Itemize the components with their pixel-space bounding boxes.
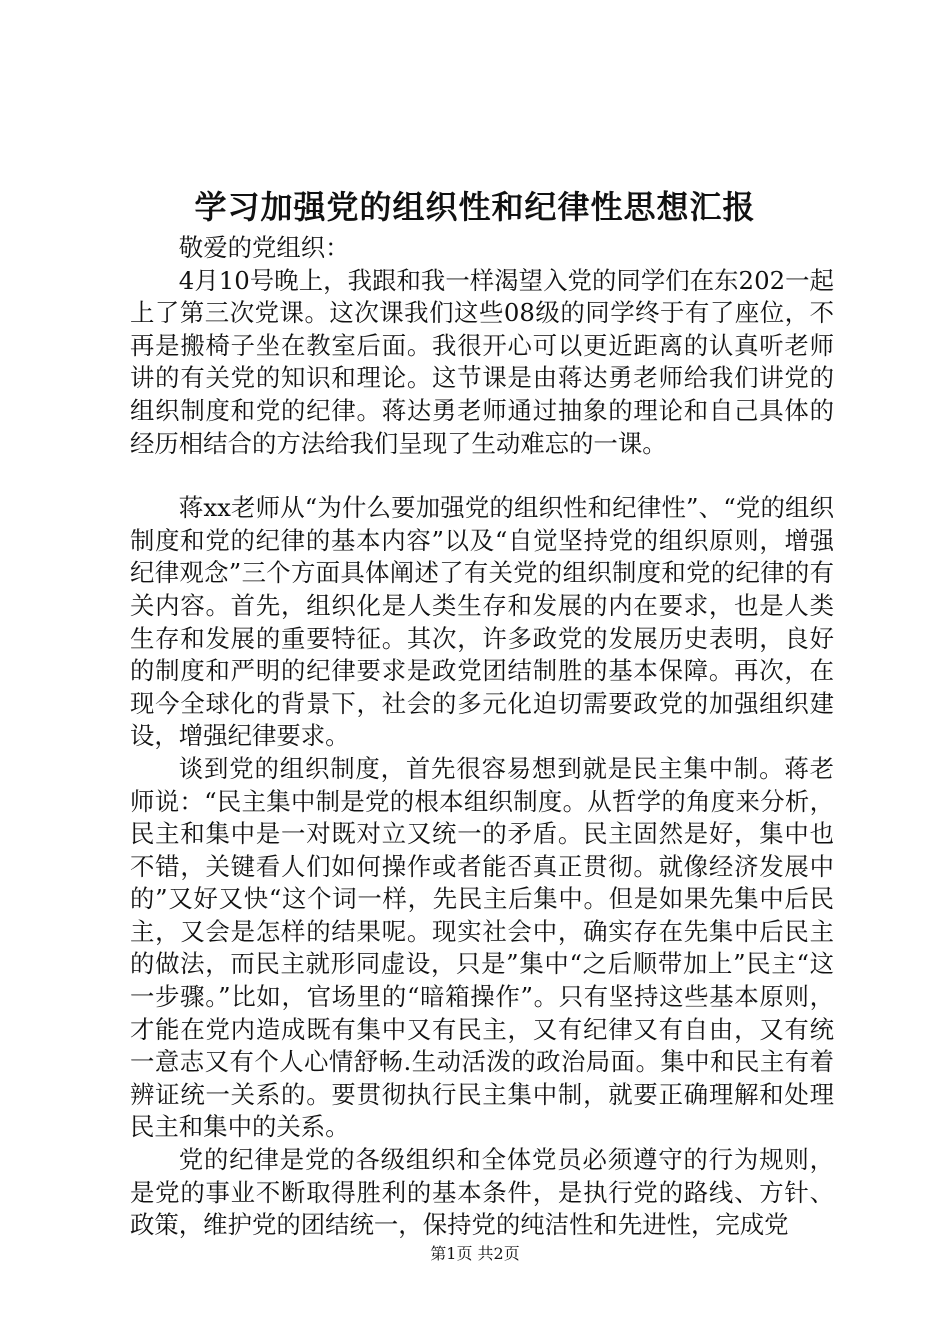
document-title: 学习加强党的组织性和纪律性思想汇报 — [194, 188, 756, 226]
paragraph-3: 谈到党的组织制度，首先很容易想到就是民主集中制。蒋老师说：“民主集中制是党的根本组织制度。从哲学的角度来分析，民主和集中是一对既对立又统一的矛盾。民主固然是好，集中也不错，关键看人们如何操作或者能否真正贯彻。就像经济发展中的”又好又快“这个词一样，先民主后集中。但是如果先集中后民主，又会是怎样的结果呢。现实社会中，确实存在先集中后民主的做法，而民主就形同虚设，只是”集中“之后顺带加上”民主“这一步骤。”比如，官场里的“暗箱操作”。只有坚持这些基本原则，才能在党内造成既有集中又有民主，又有纪律又有自由，又有统一意志又有个人心情舒畅.生动活泼的政治局面。集中和民主有着辨证统一关系的。要贯彻执行民主集中制，就要正确理解和处理民主和集中的关系。 — [130, 753, 834, 1142]
paragraph-2: 蒋xx老师从“为什么要加强党的组织性和纪律性”、“党的组织制度和党的纪律的基本内容”以及“自觉坚持党的组织原则，增强纪律观念”三个方面具体阐述了有关党的组织制度和党的纪律的有关内容。首先，组织化是人类生存和发展的内在要求，也是人类生存和发展的重要特征。其次，许多政党的发展历史表明，良好的制度和严明的纪律要求是政党团结制胜的基本保障。再次，在现今全球化的背景下，社会的多元化迫切需要政党的加强组织建设，增强纪律要求。 — [130, 493, 834, 751]
page-footer: 第1页 共2页 — [430, 1244, 520, 1263]
paragraph-1: 4月10号晚上，我跟和我一样渴望入党的同学们在东202一起上了第三次党课。这次课我们这些08级的同学终于有了座位，不再是搬椅子坐在教室后面。我很开心可以更近距离的认真听老师讲的有关党的知识和理论。这节课是由蒋达勇老师给我们讲党的组织制度和党的纪律。蒋达勇老师通过抽象的理论和自己具体的经历相结合的方法给我们呈现了生动难忘的一课。 — [130, 265, 834, 458]
paragraph-4: 党的纪律是党的各级组织和全体党员必须遵守的行为规则，是党的事业不断取得胜利的基本条件，是执行党的路线、方针、政策，维护党的团结统一，保持党的纯洁性和先进性，完成党 — [130, 1145, 834, 1240]
document-body — [130, 232, 834, 1242]
salutation: 敬爱的党组织： — [178, 233, 350, 262]
paragraph-gap — [130, 460, 834, 492]
